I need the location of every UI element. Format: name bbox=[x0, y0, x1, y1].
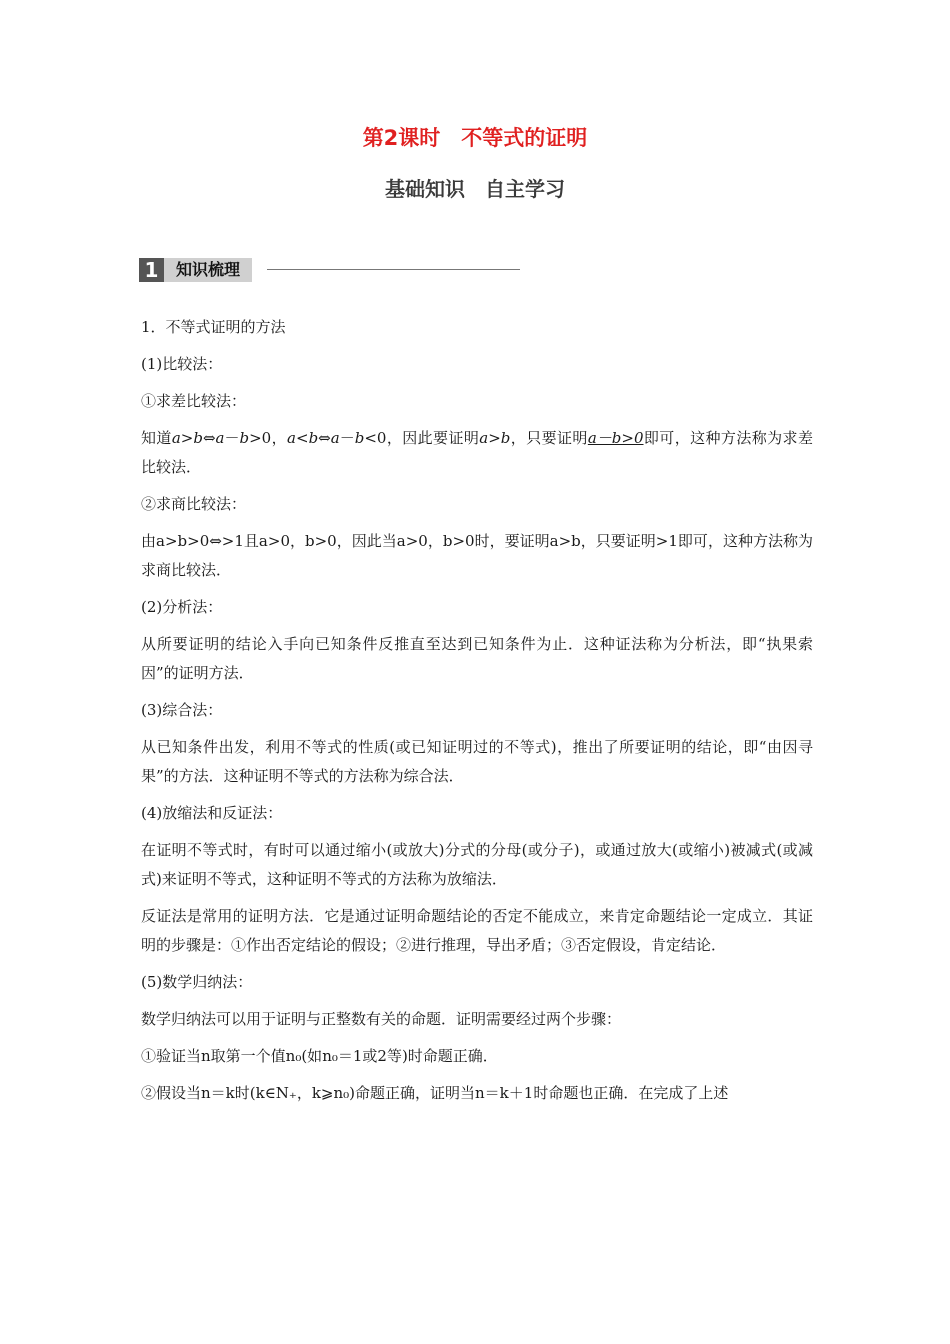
content-body bbox=[141, 313, 813, 1116]
heading-scaling: (4)放缩法和反证法： bbox=[141, 804, 283, 822]
para-induction-step2: ②假设当n＝k时(k∈N₊，k⩾n₀)命题正确，证明当n＝k＋1时命题也正确．在完成了上述 bbox=[141, 1084, 729, 1102]
para-analysis: 从所要证明的结论入手向已知条件反推直至达到已知条件为止．这种证法称为分析法，即“执果索因”的证明方法． bbox=[141, 635, 813, 682]
text: b bbox=[239, 429, 250, 447]
para-difference bbox=[141, 424, 813, 482]
text: a bbox=[171, 429, 181, 447]
para-induction: 数学归纳法可以用于证明与正整数有关的命题．证明需要经过两个步骤： bbox=[141, 1010, 622, 1028]
text: b bbox=[500, 429, 511, 447]
text: < bbox=[295, 429, 309, 447]
text: a bbox=[479, 429, 489, 447]
text: a bbox=[330, 429, 340, 447]
para-contradiction: 反证法是常用的证明方法．它是通过证明命题结论的否定不能成立，来肯定命题结论一定成立．其证明的步骤是：①作出否定结论的假设；②进行推理，导出矛盾；③否定假设，肯定结论． bbox=[141, 907, 813, 954]
heading-methods: 1．不等式证明的方法 bbox=[141, 318, 286, 336]
heading-synthesis: (3)综合法： bbox=[141, 701, 223, 719]
section-divider bbox=[267, 269, 520, 270]
section-header bbox=[139, 258, 520, 282]
text: － bbox=[339, 429, 355, 447]
para-induction-step1: ①验证当n取第一个值n₀(如n₀＝1或2等)时命题正确． bbox=[141, 1047, 498, 1065]
text: b bbox=[193, 429, 203, 447]
text: a bbox=[215, 429, 225, 447]
heading-quotient: ②求商比较法： bbox=[141, 495, 247, 513]
para-scaling: 在证明不等式时，有时可以通过缩小(或放大)分式的分母(或分子)，或通过放大(或缩小)被减式(或减式)来证明不等式，这种证明不等式的方法称为放缩法． bbox=[141, 841, 813, 888]
answer-underline: a－b>0 bbox=[587, 429, 644, 447]
heading-difference: ①求差比较法： bbox=[141, 392, 247, 410]
text: <0，因此要证明 bbox=[364, 429, 480, 447]
page-subtitle: 基础知识 自主学习 bbox=[385, 177, 565, 201]
text: >0， bbox=[249, 429, 288, 447]
text: ⇔ bbox=[202, 429, 216, 447]
section-number: 1 bbox=[139, 258, 164, 282]
text: > bbox=[488, 429, 501, 447]
text: b bbox=[354, 429, 365, 447]
page-title: 第2课时 不等式的证明 bbox=[362, 126, 588, 150]
para-synthesis: 从已知条件出发，利用不等式的性质(或已知证明过的不等式)，推出了所要证明的结论，即“由因寻果”的方法．这种证明不等式的方法称为综合法． bbox=[141, 738, 813, 785]
text: ⇔ bbox=[318, 429, 331, 447]
heading-analysis: (2)分析法： bbox=[141, 598, 223, 616]
text: > bbox=[180, 429, 194, 447]
section-label: 知识梳理 bbox=[164, 258, 252, 282]
heading-induction: (5)数学归纳法： bbox=[141, 973, 253, 991]
para-quotient: 由a>b>0⇔>1且a>0，b>0，因此当a>0，b>0时，要证明a>b，只要证明>1即可，这种方法称为求商比较法． bbox=[141, 532, 813, 579]
text: b bbox=[308, 429, 319, 447]
text: a bbox=[287, 429, 296, 447]
text: 即可，这种方法称为求差比较法． bbox=[141, 429, 813, 476]
text: ，只要证明 bbox=[510, 429, 588, 447]
heading-comparison: (1)比较法： bbox=[141, 355, 223, 373]
text: 知道 bbox=[141, 429, 172, 447]
text: － bbox=[224, 429, 240, 447]
